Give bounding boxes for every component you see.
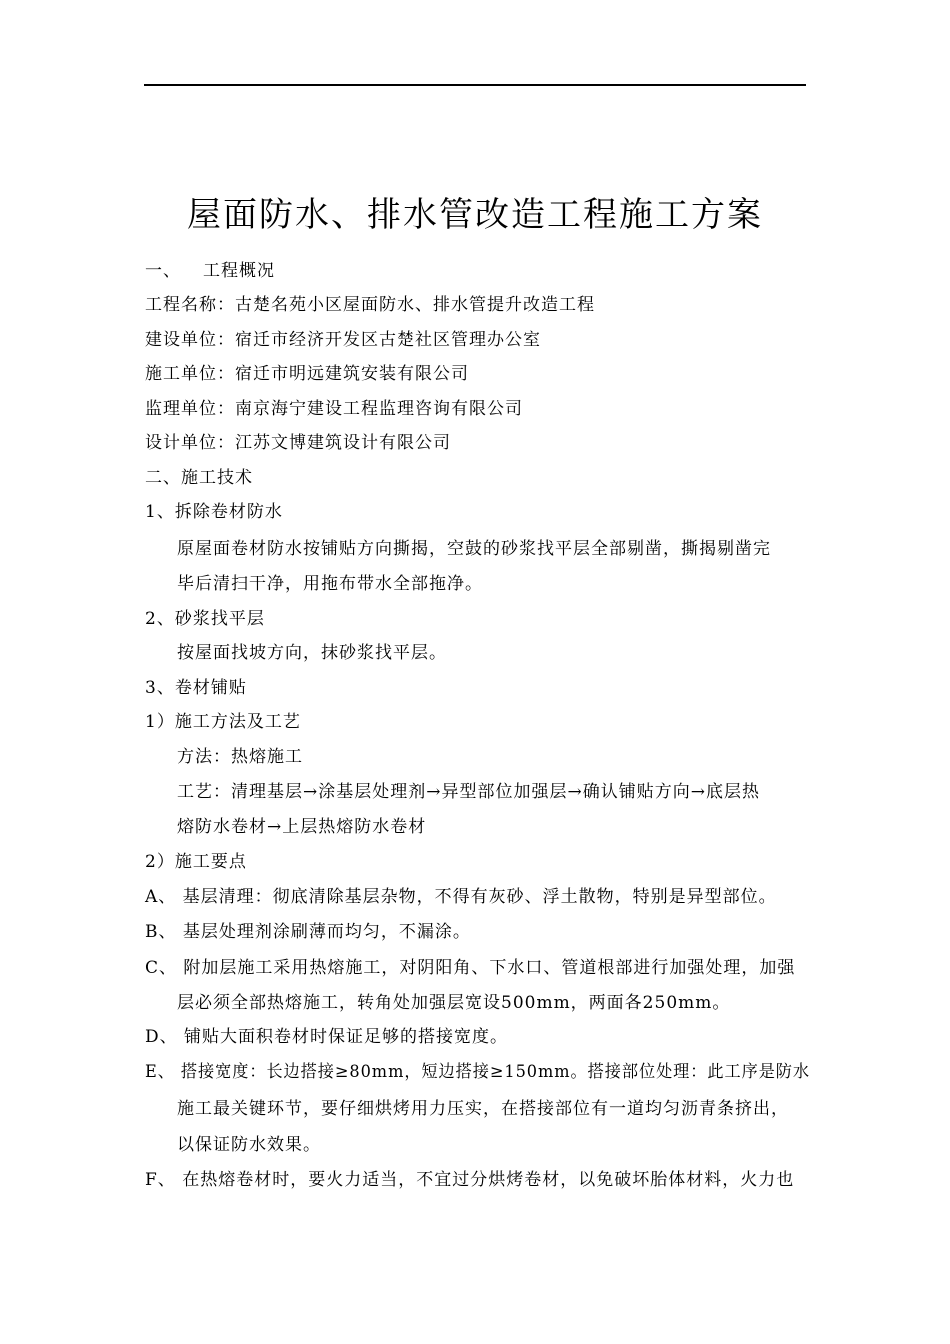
section-2-heading: 二、施工技术	[145, 468, 253, 488]
item-3-heading: 3、卷材铺贴	[145, 678, 247, 698]
point-c-line-2: 层必须全部热熔施工，转角处加强层宽设500mm，两面各250mm。	[177, 993, 731, 1013]
point-d: D、 铺贴大面积卷材时保证足够的搭接宽度。	[145, 1027, 509, 1047]
sub-2-heading: 2）施工要点	[145, 852, 247, 872]
point-a: A、 基层清理：彻底清除基层杂物，不得有灰砂、浮土散物，特别是异型部位。	[145, 887, 777, 907]
document-title: 屋面防水、排水管改造工程施工方案	[187, 195, 763, 235]
sub-1-method: 方法：热熔施工	[177, 747, 303, 767]
point-c-line-1: C、 附加层施工采用热熔施工，对阴阳角、下水口、管道根部进行加强处理，加强	[145, 958, 796, 978]
point-e-line-2: 施工最关键环节，要仔细烘烤用力压实，在搭接部位有一道均匀沥青条挤出，	[177, 1099, 789, 1119]
contractor-field: 施工单位：宿迁市明远建筑安装有限公司	[145, 364, 469, 384]
project-name-field: 工程名称：古楚名苑小区屋面防水、排水管提升改造工程	[145, 295, 595, 315]
item-1-heading: 1、拆除卷材防水	[145, 502, 283, 522]
point-e-line-3: 以保证防水效果。	[177, 1135, 321, 1155]
section-1-number: 一、	[145, 261, 181, 281]
section-1-title: 工程概况	[203, 261, 275, 281]
designer-field: 设计单位：江苏文博建筑设计有限公司	[145, 433, 451, 453]
point-f: F、 在热熔卷材时，要火力适当，不宜过分烘烤卷材，以免破坏胎体材料，火力也	[145, 1170, 795, 1190]
header-rule	[144, 84, 806, 86]
sub-1-heading: 1）施工方法及工艺	[145, 712, 301, 732]
construction-owner-field: 建设单位：宿迁市经济开发区古楚社区管理办公室	[145, 330, 541, 350]
supervisor-field: 监理单位：南京海宁建设工程监理咨询有限公司	[145, 399, 523, 419]
point-e-line-1: E、 搭接宽度：长边搭接≥80mm，短边搭接≥150mm。搭接部位处理：此工序是防水	[145, 1062, 811, 1082]
sub-1-process-line-2: 熔防水卷材→上层热熔防水卷材	[177, 817, 427, 837]
point-b: B、 基层处理剂涂刷薄而均匀，不漏涂。	[145, 922, 471, 942]
section-1-heading	[145, 259, 275, 283]
sub-1-process-line-1: 工艺：清理基层→涂基层处理剂→异型部位加强层→确认铺贴方向→底层热	[177, 782, 760, 802]
item-2-heading: 2、砂浆找平层	[145, 609, 265, 629]
item-1-body-line-1: 原屋面卷材防水按铺贴方向撕揭，空鼓的砂浆找平层全部剔凿，撕揭剔凿完	[177, 539, 771, 559]
item-1-body-line-2: 毕后清扫干净，用拖布带水全部拖净。	[177, 574, 483, 594]
item-2-body: 按屋面找坡方向，抹砂浆找平层。	[177, 643, 447, 663]
